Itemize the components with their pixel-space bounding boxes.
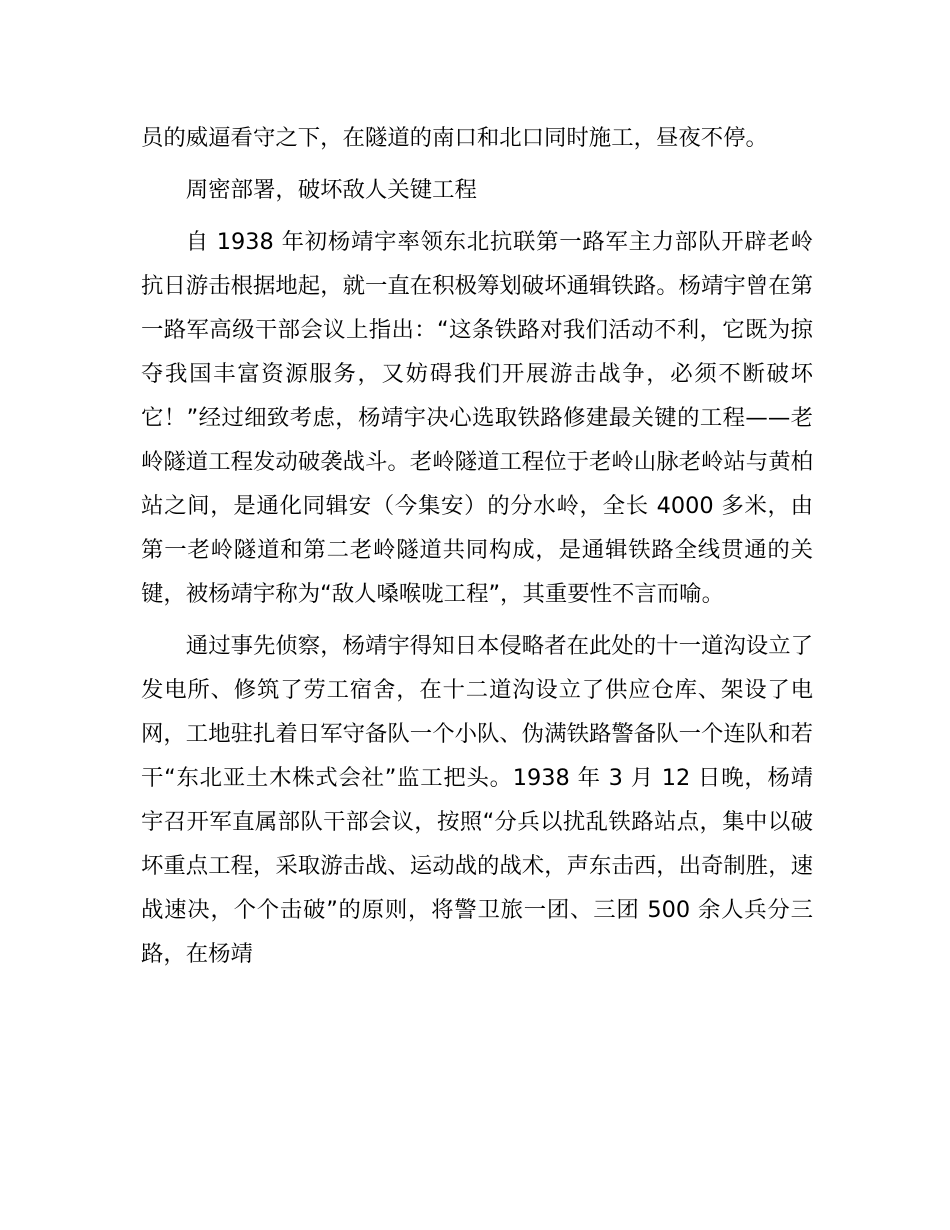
paragraph-2: 自 1938 年初杨靖宇率领东北抗联第一路军主力部队开辟老岭抗日游击根据地起，就一直在积极筹划破坏通辑铁路。杨靖宇曾在第一路军高级干部会议上指出：“这条铁路对我们活动不利，它既为掠夺我国丰富资源服务，又妨碍我们开展游击战争，必须不断破坏它！”经过细致考虑，杨靖宇决心选取铁路修建最关键的工程——老岭隧道工程发动破袭战斗。老岭隧道工程位于老岭山脉老岭站与黄柏站之间，是通化同辑安（今集安）的分水岭，全长 4000 多米，由第一老岭隧道和第二老岭隧道共同构成，是通辑铁路全线贯通的关键，被杨靖宇称为“敌人嗓喉咙工程”，其重要性不言而喻。 [141,229,813,607]
paragraph-3: 通过事先侦察，杨靖宇得知日本侵略者在此处的十一道沟设立了发电所、修筑了劳工宿舍，在十二道沟设立了供应仓库、架设了电网，工地驻扎着日军守备队一个小队、伪满铁路警备队一个连队和若干“东北亚土木株式会社”监工把头。1938 年 3 月 12 日晚，杨靖宇召开军直属部队干部会议，按照“分兵以扰乱铁路站点，集中以破坏重点工程，采取游击战、运动战的战术，声东击西，出奇制胜，速战速决，个个击破”的原则，将警卫旅一团、三团 500 余人兵分三路，在杨靖 [141,633,813,967]
paragraph-1: 员的威逼看守之下，在隧道的南口和北口同时施工，昼夜不停。 [141,125,768,151]
document-page [141,116,813,976]
section-heading: 周密部署，破坏敌人关键工程 [185,177,477,203]
